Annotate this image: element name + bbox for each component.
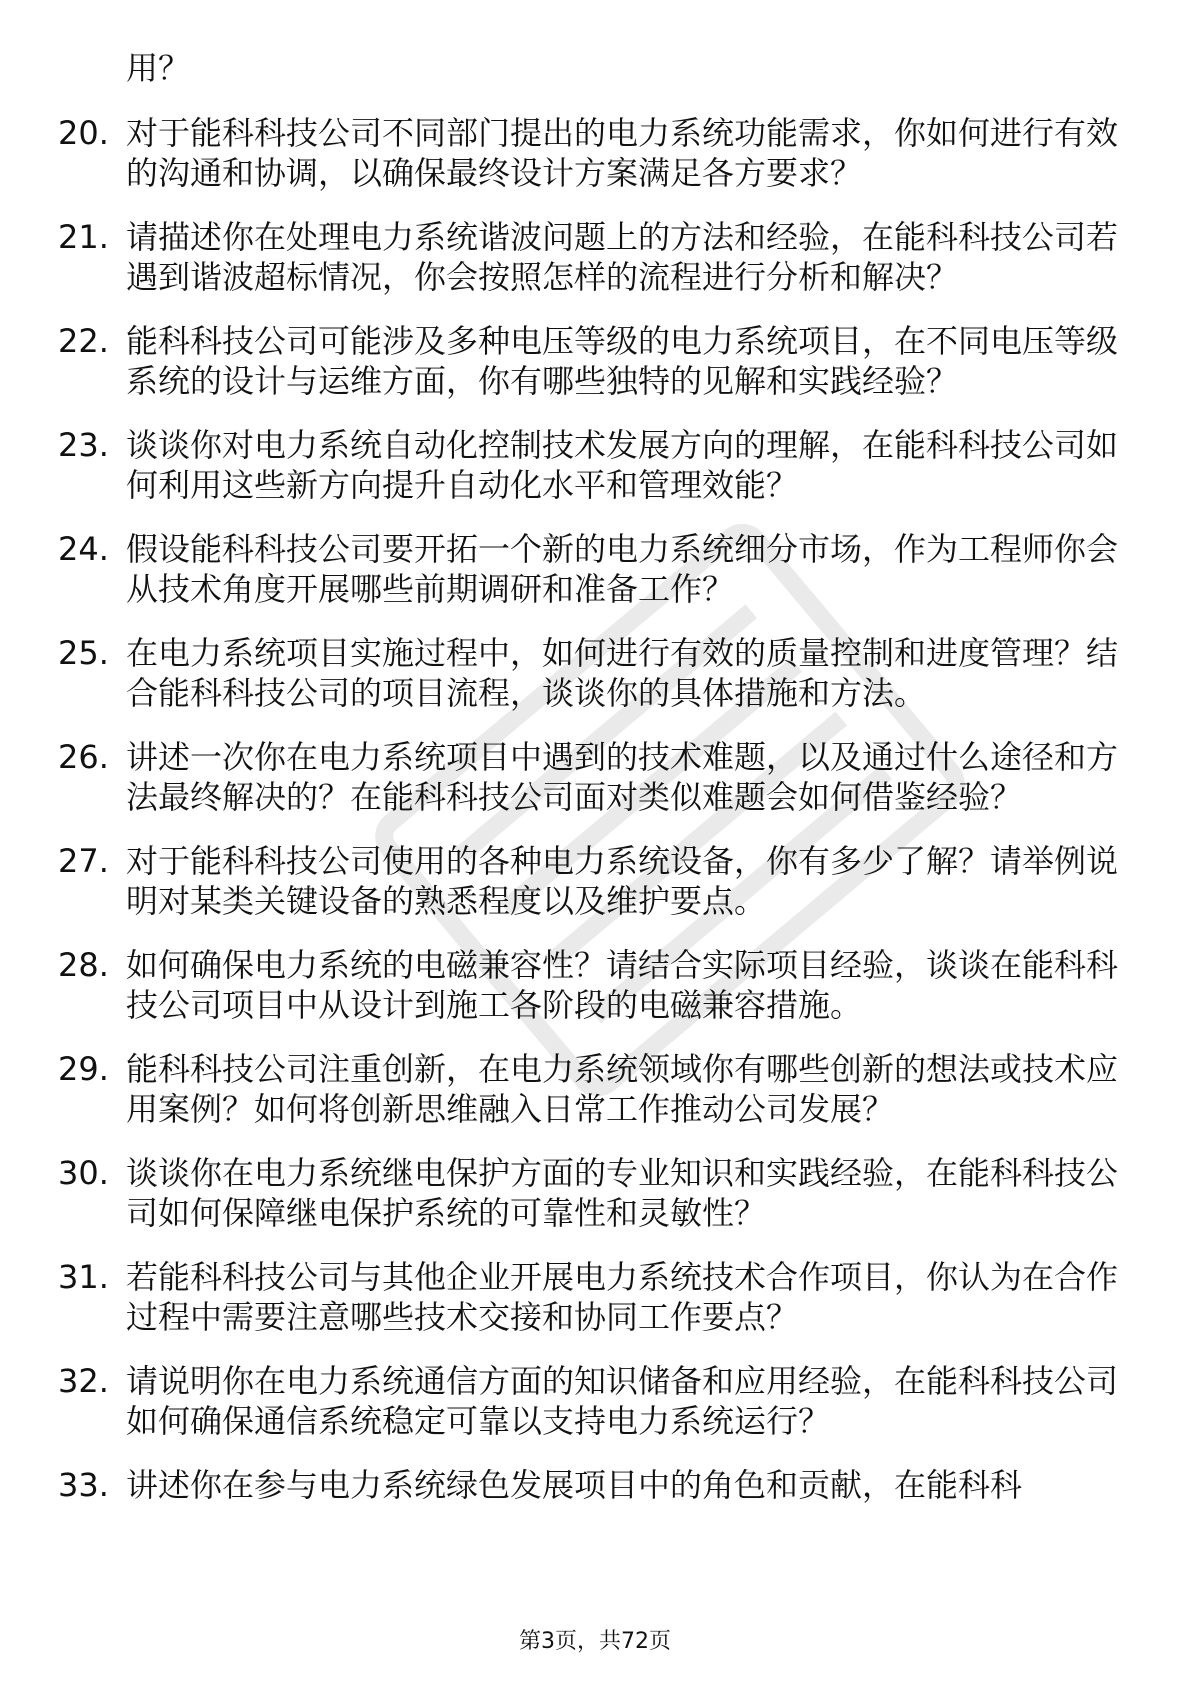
question-text: 谈谈你对电力系统自动化控制技术发展方向的理解，在能科科技公司如何利用这些新方向提升自动化水平和管理效能？ <box>126 426 1119 504</box>
question-number: 26. <box>58 738 109 776</box>
question-item-27 <box>58 841 1138 921</box>
question-number: 21. <box>58 218 109 256</box>
question-item-20 <box>58 113 1138 193</box>
question-number: 24. <box>58 530 109 568</box>
question-item-31 <box>58 1257 1138 1337</box>
question-text: 谈谈你在电力系统继电保护方面的专业知识和实践经验，在能科科技公司如何保障继电保护系统的可靠性和灵敏性？ <box>126 1154 1119 1232</box>
question-item-25 <box>58 633 1138 713</box>
question-number: 23. <box>58 426 109 464</box>
question-item-22 <box>58 321 1138 401</box>
question-text: 讲述你在参与电力系统绿色发展项目中的角色和贡献，在能科科 <box>126 1466 1023 1504</box>
question-number: 22. <box>58 322 109 360</box>
question-item-29 <box>58 1049 1138 1129</box>
question-number: 32. <box>58 1362 109 1400</box>
question-number: 28. <box>58 946 109 984</box>
question-item-28 <box>58 945 1138 1025</box>
question-number: 31. <box>58 1258 109 1296</box>
question-text: 如何确保电力系统的电磁兼容性？请结合实际项目经验，谈谈在能科科技公司项目中从设计到施工各阶段的电磁兼容措施。 <box>126 946 1119 1024</box>
question-number: 25. <box>58 634 109 672</box>
continued-text: 用？ <box>126 49 191 87</box>
question-item-30 <box>58 1153 1138 1233</box>
question-text: 能科科技公司注重创新，在电力系统领域你有哪些创新的想法或技术应用案例？如何将创新思维融入日常工作推动公司发展？ <box>126 1050 1119 1128</box>
page-footer: 第3页，共72页 <box>519 1629 671 1654</box>
question-number: 30. <box>58 1154 109 1192</box>
question-number: 20. <box>58 114 109 152</box>
question-text: 对于能科科技公司不同部门提出的电力系统功能需求，你如何进行有效的沟通和协调，以确保最终设计方案满足各方要求？ <box>126 114 1119 192</box>
question-number: 29. <box>58 1050 109 1088</box>
question-item-24 <box>58 529 1138 609</box>
question-item-26 <box>58 737 1138 817</box>
question-text: 讲述一次你在电力系统项目中遇到的技术难题，以及通过什么途径和方法最终解决的？在能科科技公司面对类似难题会如何借鉴经验？ <box>126 738 1119 816</box>
question-text: 对于能科科技公司使用的各种电力系统设备，你有多少了解？请举例说明对某类关键设备的熟悉程度以及维护要点。 <box>126 842 1119 920</box>
question-item-32 <box>58 1361 1138 1441</box>
question-text: 请说明你在电力系统通信方面的知识储备和应用经验，在能科科技公司如何确保通信系统稳定可靠以支持电力系统运行？ <box>126 1362 1119 1440</box>
question-text: 请描述你在处理电力系统谐波问题上的方法和经验，在能科科技公司若遇到谐波超标情况，你会按照怎样的流程进行分析和解决？ <box>126 218 1119 296</box>
question-number: 33. <box>58 1466 109 1504</box>
question-text: 若能科科技公司与其他企业开展电力系统技术合作项目，你认为在合作过程中需要注意哪些技术交接和协同工作要点？ <box>126 1258 1119 1336</box>
question-text: 假设能科科技公司要开拓一个新的电力系统细分市场，作为工程师你会从技术角度开展哪些前期调研和准备工作？ <box>126 530 1119 608</box>
question-number: 27. <box>58 842 109 880</box>
question-item-33 <box>58 1465 1138 1505</box>
question-text: 能科科技公司可能涉及多种电压等级的电力系统项目，在不同电压等级系统的设计与运维方面，你有哪些独特的见解和实践经验？ <box>126 322 1119 400</box>
question-list <box>58 48 1138 1529</box>
question-text: 在电力系统项目实施过程中，如何进行有效的质量控制和进度管理？结合能科科技公司的项目流程，谈谈你的具体措施和方法。 <box>126 634 1119 712</box>
question-item-23 <box>58 425 1138 505</box>
question-item-21 <box>58 217 1138 297</box>
